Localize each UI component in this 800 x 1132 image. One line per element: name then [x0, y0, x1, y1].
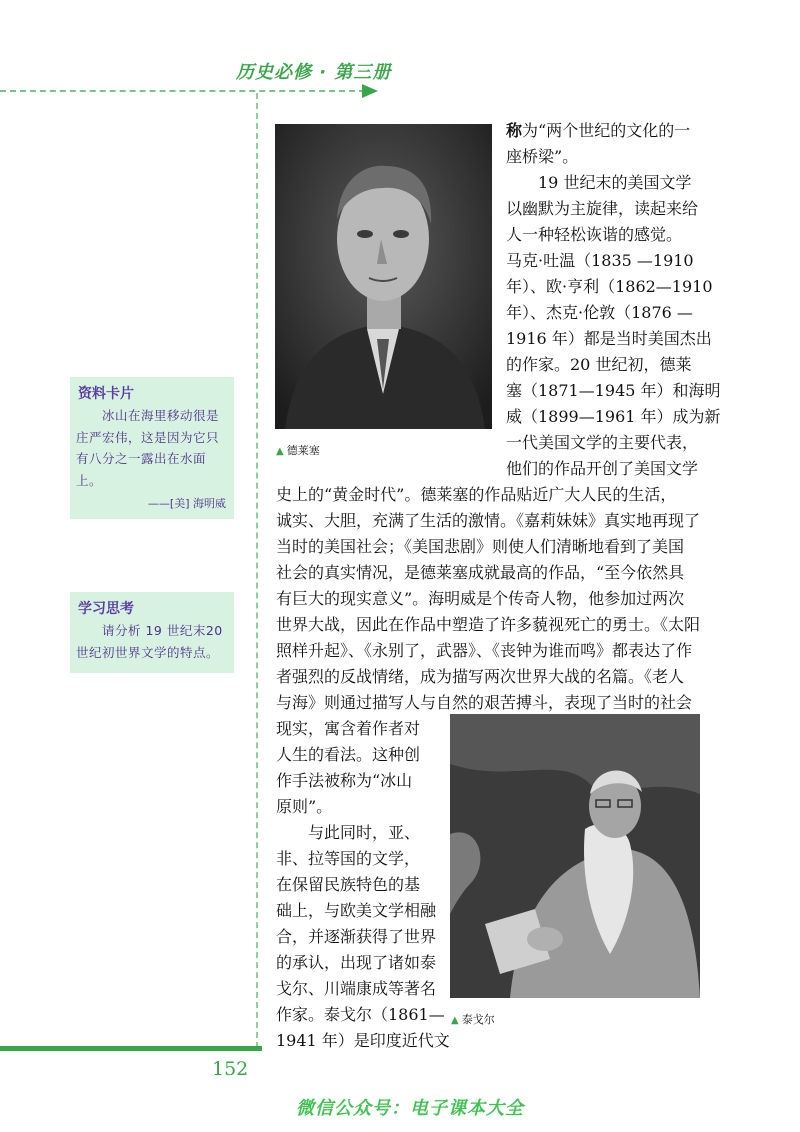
- page-number: 152: [212, 1058, 249, 1080]
- paragraph-line: 照样升起》、《永别了，武器》、《丧钟为谁而鸣》都表达了作: [276, 641, 693, 660]
- paragraph-top-line: 马克·吐温（1835 —1910: [506, 251, 694, 270]
- paragraph-line: 与海》则通过描写人与自然的艰苦搏斗，表现了当时的社会: [276, 693, 693, 712]
- paragraph-line: 当时的美国社会；《美国悲剧》则使人们清晰地看到了美国: [276, 537, 685, 556]
- footer-bar: [0, 1046, 262, 1051]
- paragraph-bottom-line: 的承认，出现了诸如泰: [276, 953, 437, 972]
- watermark-text: 微信公众号：电子课本大全: [296, 1098, 524, 1119]
- info-card-source: ——[美] 海明威: [147, 497, 226, 510]
- paragraph-line: 世界大战，因此在作品中塑造了许多藐视死亡的勇士。《太阳: [276, 615, 701, 634]
- paragraph-bottom-line: 非、拉等国的文学，: [276, 849, 421, 868]
- study-card-title: 学习思考: [78, 601, 134, 617]
- paragraph-bottom-line: 1941 年）是印度近代文: [276, 1031, 450, 1050]
- margin-divider: [256, 93, 258, 1048]
- info-card-body: 冰山在海里移动很是庄严宏伟，这是因为它只有八分之一露出在水面上。: [76, 408, 220, 488]
- paragraph-line: 诚实、大胆，充满了生活的激情。《嘉莉妹妹》真实地再现了: [276, 511, 701, 530]
- paragraph-line: 史上的“黄金时代”。德莱塞的作品贴近广大人民的生活，: [276, 485, 677, 504]
- paragraph-bottom-line: 现实，寓含着作者对: [276, 719, 421, 738]
- paragraph-bottom-line: 原则”。: [276, 797, 333, 816]
- paragraph-top-line: 威（1899—1961 年）成为新: [506, 407, 721, 426]
- paragraph-top-line: 人一种轻松诙谐的感觉。: [506, 225, 683, 244]
- dreiser-portrait: [275, 124, 492, 429]
- paragraph-top-line: 的作家。20 世纪初，德莱: [506, 355, 692, 374]
- study-card-body: 请分析 19 世纪末20 世纪初世界文学的特点。: [76, 623, 223, 660]
- paragraph-top-line: 年）、杰克·伦敦（1876 —: [506, 303, 693, 322]
- paragraph-bottom-line: 与此同时，亚、: [276, 823, 421, 842]
- paragraph-line: 者强烈的反战情绪，成为描写两次世界大战的名篇。《老人: [276, 667, 685, 686]
- paragraph-bottom-line: 础上，与欧美文学相融: [276, 901, 437, 920]
- paragraph-bottom-line: 作家。泰戈尔（1861—: [276, 1005, 445, 1024]
- paragraph-line: 社会的真实情况，是德莱塞成就最高的作品，“至今依然具: [276, 563, 685, 582]
- paragraph-bottom-line: 在保留民族特色的基: [276, 875, 421, 894]
- paragraph-top-line: 年）、欧·亨利（1862—1910: [506, 277, 713, 296]
- header-arrow-icon: [362, 84, 378, 98]
- paragraph-top-line: 称为“两个世纪的文化的一: [506, 121, 691, 140]
- dreiser-caption: ▲ 德莱塞: [276, 444, 320, 457]
- caption-triangle-icon: ▲: [451, 1015, 459, 1026]
- info-card-title: 资料卡片: [78, 386, 134, 402]
- caption-triangle-icon: ▲: [276, 446, 284, 457]
- tagore-caption: ▲ 泰戈尔: [451, 1013, 495, 1026]
- running-header-title: 历史必修 · 第三册: [236, 62, 392, 83]
- info-card: [70, 377, 234, 519]
- paragraph-top-line: 1916 年）都是当时美国杰出: [506, 329, 712, 348]
- paragraph-bottom-line: 人生的看法。这种创: [276, 745, 421, 764]
- paragraph-bottom-line: 合，并逐渐获得了世界: [276, 927, 437, 946]
- study-card: [70, 592, 234, 673]
- paragraph-top-line: 以幽默为主旋律，读起来给: [506, 199, 699, 218]
- paragraph-top-line: 座桥梁”。: [506, 147, 579, 166]
- paragraph-line: 有巨大的现实意义”。海明威是个传奇人物，他参加过两次: [276, 589, 685, 608]
- tagore-portrait: [450, 714, 700, 998]
- paragraph-top-line: 一代美国文学的主要代表，: [506, 433, 699, 452]
- header-divider: [0, 90, 365, 92]
- paragraph-bottom-line: 戈尔、川端康成等著名: [276, 979, 437, 998]
- paragraph-top-line: 他们的作品开创了美国文学: [506, 459, 699, 478]
- paragraph-bottom-line: 作手法被称为“冰山: [276, 771, 413, 790]
- paragraph-top-line: 塞（1871—1945 年）和海明: [506, 381, 721, 400]
- paragraph-top-line: 19 世纪末的美国文学: [506, 173, 692, 192]
